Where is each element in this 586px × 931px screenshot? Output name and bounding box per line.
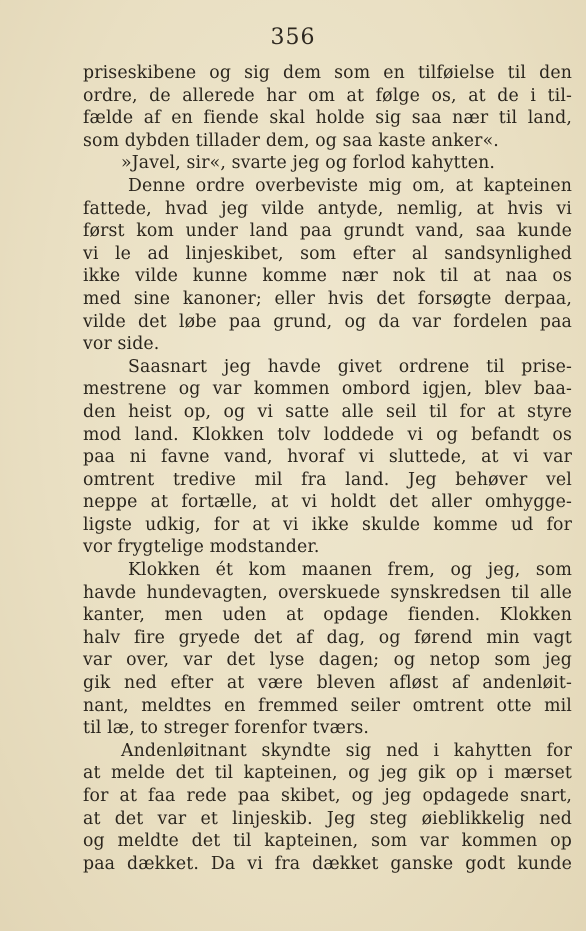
text-line: fattede, hvad jeg vilde antyde, nemlig, at hvis vi bbox=[83, 198, 572, 219]
text-line: omtrent tredive mil fra land. Jeg behøver vel bbox=[83, 469, 572, 490]
text-line: vilde det løbe paa grund, og da var fordelen paa bbox=[83, 311, 572, 332]
text-line: ligste udkig, for at vi ikke skulde komme ud for bbox=[83, 514, 572, 535]
text-line: vi le ad linjeskibet, som efter al sandsynlighed bbox=[83, 243, 572, 264]
text-line: mestrene og var kommen ombord igjen, blev baa- bbox=[83, 379, 572, 400]
text-line: paa ni favne vand, hvoraf vi sluttede, at vi var bbox=[83, 447, 572, 468]
text-line: neppe at fortælle, at vi holdt det aller omhygge- bbox=[83, 492, 572, 513]
text-line: for at faa rede paa skibet, og jeg opdagede snart, bbox=[83, 786, 572, 806]
text-line: »Javel, sir«, svarte jeg og forlod kahytten. bbox=[121, 153, 496, 174]
text-line: den heist op, og vi satte alle seil til for at styre bbox=[83, 401, 572, 422]
text-line: vor side. bbox=[83, 334, 160, 355]
text-line: Denne ordre overbeviste mig om, at kapteinen bbox=[128, 175, 572, 196]
text-line: som dybden tillader dem, og saa kaste anker«. bbox=[83, 130, 499, 151]
text-line: Klokken ét kom maanen frem, og jeg, som bbox=[128, 560, 572, 581]
text-line: paa dækket. Da vi fra dækket ganske godt kunde bbox=[83, 853, 572, 874]
text-line: ordre, de allerede har om at følge os, at de i til- bbox=[83, 85, 572, 106]
page-number: 356 bbox=[270, 25, 316, 50]
text-line: Saasnart jeg havde givet ordrene til prise- bbox=[128, 356, 572, 377]
text-line: med sine kanoner; eller hvis det forsøgte derpaa, bbox=[83, 288, 572, 309]
text-line: Andenløitnant skyndte sig ned i kahytten for bbox=[121, 740, 572, 761]
text-line: og meldte det til kapteinen, som var kommen op bbox=[83, 831, 572, 852]
text-line: priseskibene og sig dem som en tilføielse til den bbox=[83, 63, 572, 83]
text-line: til læ, to streger forenfor tværs. bbox=[83, 718, 370, 739]
text-line: nant, meldtes en fremmed seiler omtrent otte mil bbox=[83, 695, 572, 716]
text-line: kanter, men uden at opdage fienden. Klokken bbox=[83, 605, 572, 626]
text-line: havde hundevagten, overskuede synskredsen til alle bbox=[83, 582, 572, 603]
text-line: at melde det til kapteinen, og jeg gik op i mærset bbox=[83, 763, 572, 784]
text-line: gik ned efter at være bleven afløst af andenløit- bbox=[83, 673, 572, 694]
text-line: vor frygtelige modstander. bbox=[83, 537, 320, 558]
text-line: først kom under land paa grundt vand, saa kunde bbox=[83, 221, 572, 242]
text-line: halv fire gryede det af dag, og førend min vagt bbox=[83, 627, 572, 648]
text-line: fælde af en fiende skal holde sig saa nær til land, bbox=[83, 108, 572, 129]
body-text bbox=[83, 62, 572, 875]
text-line: mod land. Klokken tolv loddede vi og befandt os bbox=[83, 424, 572, 445]
text-line: at det var et linjeskib. Jeg steg øieblikkelig ned bbox=[83, 808, 572, 829]
text-line: ikke vilde kunne komme nær nok til at naa os bbox=[83, 266, 572, 287]
text-line: var over, var det lyse dagen; og netop som jeg bbox=[83, 650, 572, 671]
